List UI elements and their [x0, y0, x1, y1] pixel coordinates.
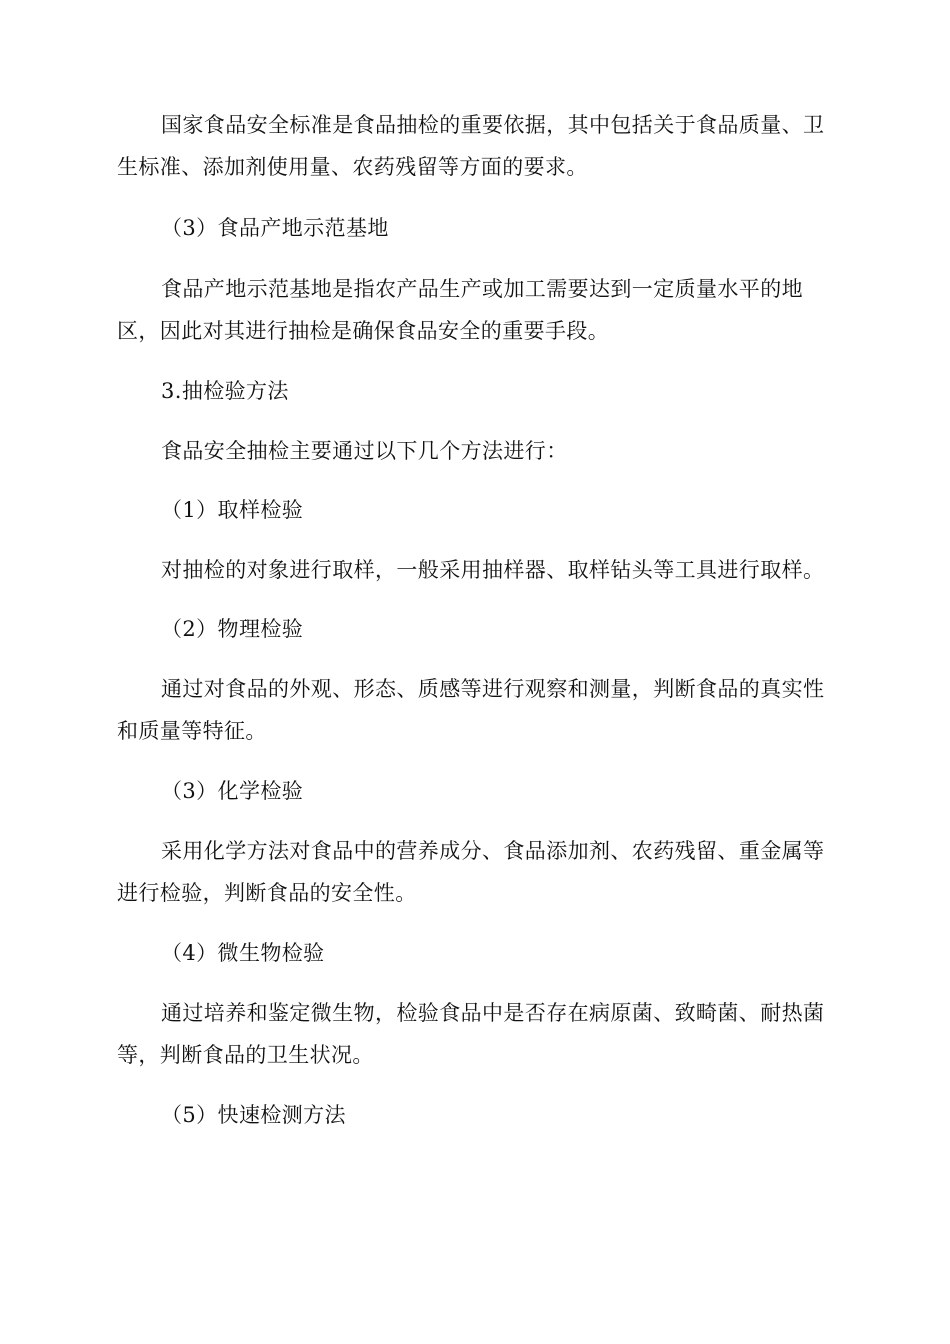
- heading-sampling-test: （1）取样检验: [161, 498, 304, 522]
- heading-rapid-test: （5）快速检测方法: [161, 1103, 346, 1127]
- paragraph-sampling-test: 对抽检的对象进行取样，一般采用抽样器、取样钻头等工具进行取样。: [161, 558, 825, 582]
- paragraph-methods-intro: 食品安全抽检主要通过以下几个方法进行：: [161, 439, 568, 463]
- heading-microbial-test: （4）微生物检验: [161, 941, 325, 965]
- paragraph-chemical-test: 采用化学方法对食品中的营养成分、食品添加剂、农药残留、重金属等进行检验，判断食品的安全性。: [117, 839, 825, 905]
- heading-chemical-test: （3）化学检验: [161, 779, 304, 803]
- paragraph-microbial-test: 通过培养和鉴定微生物，检验食品中是否存在病原菌、致畸菌、耐热菌等，判断食品的卫生状况。: [117, 1001, 825, 1067]
- heading-production-base: （3）食品产地示范基地: [161, 216, 389, 240]
- paragraph-physical-test: 通过对食品的外观、形态、质感等进行观察和测量，判断食品的真实性和质量等特征。: [117, 677, 825, 743]
- paragraph-production-base: 食品产地示范基地是指农产品生产或加工需要达到一定质量水平的地区，因此对其进行抽检是确保食品安全的重要手段。: [117, 277, 803, 343]
- paragraph-food-safety-standard: 国家食品安全标准是食品抽检的重要依据，其中包括关于食品质量、卫生标准、添加剂使用量、农药残留等方面的要求。: [117, 113, 825, 179]
- heading-section-3-methods: 3.抽检验方法: [161, 379, 289, 403]
- heading-physical-test: （2）物理检验: [161, 617, 304, 641]
